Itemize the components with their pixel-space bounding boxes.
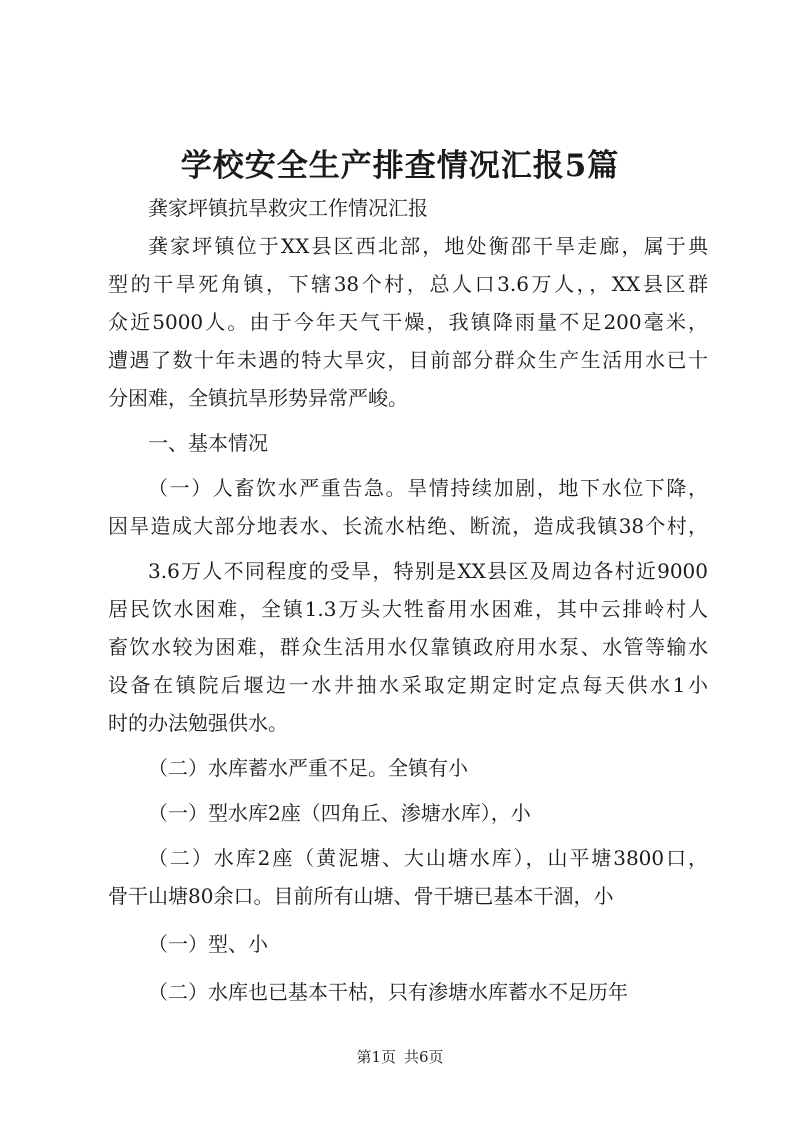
paragraph-line: （一）型、小 (148, 932, 268, 956)
paragraph-line: 龚家坪镇抗旱救灾工作情况汇报 (148, 196, 428, 220)
paragraph-line: 型的干旱死角镇，下辖38个村，总人口3.6万人，，XX县区群 (108, 272, 708, 296)
paragraph-line: 时的办法勉强供水。 (108, 711, 288, 735)
page-number: 第1页 (356, 1048, 396, 1066)
document-title: 学校安全生产排查情况汇报5篇 (180, 148, 620, 184)
document-body (108, 189, 708, 1011)
paragraph-line: 众近5000人。由于今年天气干燥，我镇降雨量不足200毫米， (108, 310, 708, 334)
section-heading: 一、基本情况 (148, 431, 268, 455)
paragraph-line: 骨干山塘80余口。目前所有山塘、骨干塘已基本干涸，小 (108, 884, 614, 908)
paragraph-line: （二）水库也已基本干枯，只有渗塘水库蓄水不足历年 (148, 980, 628, 1004)
paragraph-line: 设备在镇院后堰边一水井抽水采取定期定时定点每天供水1小 (108, 673, 708, 697)
paragraph-line: 因旱造成大部分地表水、长流水枯绝、断流，造成我镇38个村， (108, 514, 708, 538)
paragraph-line: （二）水库蓄水严重不足。全镇有小 (148, 756, 468, 780)
paragraph-line: （一）人畜饮水严重告急。旱情持续加剧，地下水位下降， (148, 476, 708, 500)
paragraph-line: （二）水库2座（黄泥塘、大山塘水库），山平塘3800口， (148, 846, 708, 870)
paragraph-line: 畜饮水较为困难，群众生活用水仅靠镇政府用水泵、水管等输水 (108, 635, 708, 659)
paragraph-line: （一）型水库2座（四角丘、渗塘水库），小 (148, 801, 531, 825)
page-total: 共6页 (404, 1048, 444, 1066)
paragraph-line: 3.6万人不同程度的受旱，特别是XX县区及周边各村近9000 (148, 559, 708, 583)
page-footer (0, 1046, 800, 1067)
paragraph-line: 龚家坪镇位于XX县区西北部，地处衡邵干旱走廊，属于典 (148, 234, 708, 258)
paragraph-line: 分困难，全镇抗旱形势异常严峻。 (108, 386, 408, 410)
paragraph-line: 遭遇了数十年未遇的特大旱灾，目前部分群众生产生活用水已十 (108, 348, 708, 372)
paragraph-line: 居民饮水困难，全镇1.3万头大牲畜用水困难，其中云排岭村人 (108, 597, 708, 621)
